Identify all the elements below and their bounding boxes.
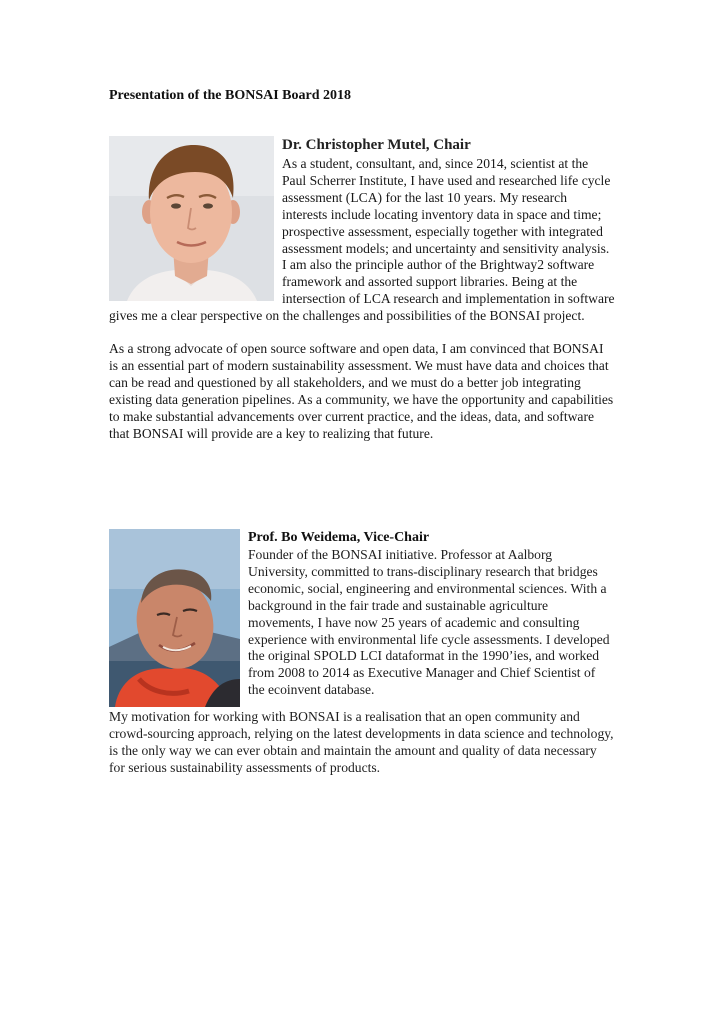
member-bio-chair: As a student, consultant, and, since 2014, scientist at the Paul Scherrer Institute, I have used and researched life cycle assessment (LCA) for the last 10 years. My research interests include locating inventory data in space and time; prospective assessment, especially together with integrated assessment models; and uncertainty and sensitivity analysis. I am also the principle author of the Brightway2 software framework and assorted support libraries. Being at the intersection of LCA research and implementation in software gives me a clear perspective on the challenges and possibilities of the BONSAI project. [109,156,615,324]
portrait-photo-vice-chair [109,529,240,707]
portrait-image-chair [109,136,274,301]
member-name-chair: Dr. Christopher Mutel, Chair [282,137,471,153]
portrait-photo-chair [109,136,274,301]
board-member-vice-chair [109,529,615,777]
member-statement-chair: As a strong advocate of open source software and open data, I am convinced that BONSAI is an essential part of modern sustainability assessment. We must have data and choices that can be read and questioned by all stakeholders, and we must do a better job integrating existing data generation pipelines. As a community, we have the opportunity and capabilities to make substantial advancements over current practice, and the ideas, data, and software that BONSAI will provide are a key to realizing that future. [109,341,614,441]
member-name-vice-chair: Prof. Bo Weidema, Vice-Chair [248,530,430,545]
document-title: Presentation of the BONSAI Board 2018 [109,88,352,103]
member-statement-vice-chair: My motivation for working with BONSAI is a realisation that an open community and crowd-sourcing approach, relying on the latest developments in data science and technology, is the only way we can ever obtain and maintain the amount and quality of data necessary for serious sustainability assessments of products. [109,709,614,775]
member-bio-vice-chair: Founder of the BONSAI initiative. Professor at Aalborg University, committed to trans-disciplinary research that bridges economic, social, engineering and environmental sciences. With a background in the fair trade and sustainable agriculture movements, I have now 25 years of academic and consulting experience with environmental life cycle assessments. I developed the original SPOLD LCI dataformat in the 1990’ies, and worked from 2008 to 2014 as Executive Manager and Chief Scientist of the ecoinvent database. [248,547,610,698]
portrait-image-vice-chair [109,529,240,707]
board-member-chair [109,136,615,443]
